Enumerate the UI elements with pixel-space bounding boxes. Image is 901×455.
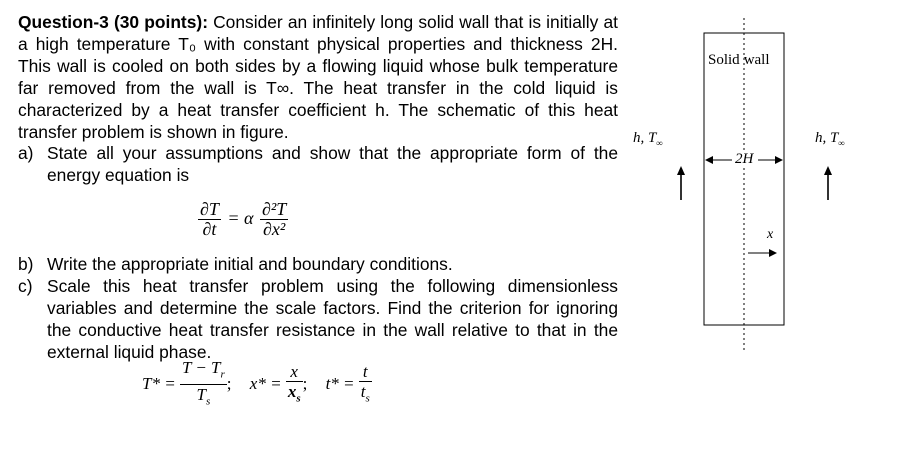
denominator-text: T xyxy=(196,385,206,405)
energy-equation xyxy=(198,200,288,239)
subscript: r xyxy=(220,368,225,381)
part-text: State all your assumptions and show that the appropriate form of the energy equation is xyxy=(47,143,618,186)
x-star-lhs: x* = xyxy=(249,373,282,393)
fraction-denominator xyxy=(286,382,303,408)
t-label: T xyxy=(648,130,657,146)
schematic-figure xyxy=(600,0,901,455)
part-label: b) xyxy=(18,254,34,275)
question-heading: Question-3 (30 points): xyxy=(18,12,208,32)
part-label: a) xyxy=(18,143,34,164)
part-text: Scale this heat transfer problem using the following dimensionless variables and determine the scale factors. Find the criterion for ignoring the conductive heat transfer resistance in the wall relative to that in the external liquid phase. xyxy=(47,276,618,362)
wall-label-right: wall xyxy=(743,52,770,68)
separator: ; xyxy=(226,373,232,393)
subscript: s xyxy=(365,392,370,405)
infinity-subscript: ∞ xyxy=(656,138,663,148)
fraction-denominator xyxy=(359,382,372,408)
numerator-text: T − T xyxy=(181,358,221,377)
wall-label-left: Solid xyxy=(708,52,740,68)
intro-text: Consider an infinitely long solid wall that is initially at a high temperature T₀ with constant physical properties and thickness 2H. This wall is cooled on both sides by a flowing liquid whose bulk temperature far removed from the wall is T∞. The heat transfer in the cold liquid is characterized by a heat transfer coefficient h. The schematic of this heat transfer problem is shown in figure. xyxy=(18,12,618,142)
part-label: c) xyxy=(18,276,33,297)
left-arrowhead xyxy=(677,166,685,175)
part-b xyxy=(18,254,618,276)
fraction-numerator xyxy=(180,358,227,384)
t-star-fraction xyxy=(180,358,227,412)
separator: ; xyxy=(302,373,308,393)
second-derivative xyxy=(260,200,288,239)
part-a xyxy=(18,143,618,187)
denominator-text: t xyxy=(360,381,366,401)
fraction-denominator xyxy=(194,385,212,411)
right-fluid-label xyxy=(815,130,845,148)
problem-intro xyxy=(18,12,618,143)
t-star-time-lhs: t* = xyxy=(325,373,355,393)
fraction-denominator: ∂t xyxy=(202,219,217,239)
left-fluid-label xyxy=(633,130,663,148)
h-label: h, xyxy=(815,130,827,146)
scaling-equations xyxy=(142,358,372,412)
infinity-subscript: ∞ xyxy=(838,138,845,148)
thickness-label: 2H xyxy=(735,151,754,167)
subscript: s xyxy=(205,395,211,408)
problem-text xyxy=(18,12,618,364)
t-label: T xyxy=(830,130,839,146)
fraction-numerator: ∂²T xyxy=(262,199,287,219)
right-arrowhead xyxy=(824,166,832,175)
equation-spacer xyxy=(18,187,618,254)
fraction-denominator: ∂x² xyxy=(263,219,286,239)
fraction-numerator: x xyxy=(290,361,298,381)
wall-label xyxy=(708,52,770,69)
equals-alpha: = α xyxy=(227,207,254,228)
part-c xyxy=(18,276,618,364)
x-star-fraction xyxy=(286,362,303,408)
fraction-numerator: ∂T xyxy=(200,199,219,219)
subscript: s xyxy=(296,392,301,405)
denominator-text: x xyxy=(287,381,297,401)
time-derivative xyxy=(198,200,221,239)
part-text: Write the appropriate initial and boundary conditions. xyxy=(47,254,453,275)
h-label: h, xyxy=(633,130,645,146)
fraction-numerator: t xyxy=(362,361,368,381)
x-coordinate-label: x xyxy=(767,227,774,242)
t-star-lhs: T* = xyxy=(142,373,176,393)
t-star-time-fraction xyxy=(359,362,372,408)
